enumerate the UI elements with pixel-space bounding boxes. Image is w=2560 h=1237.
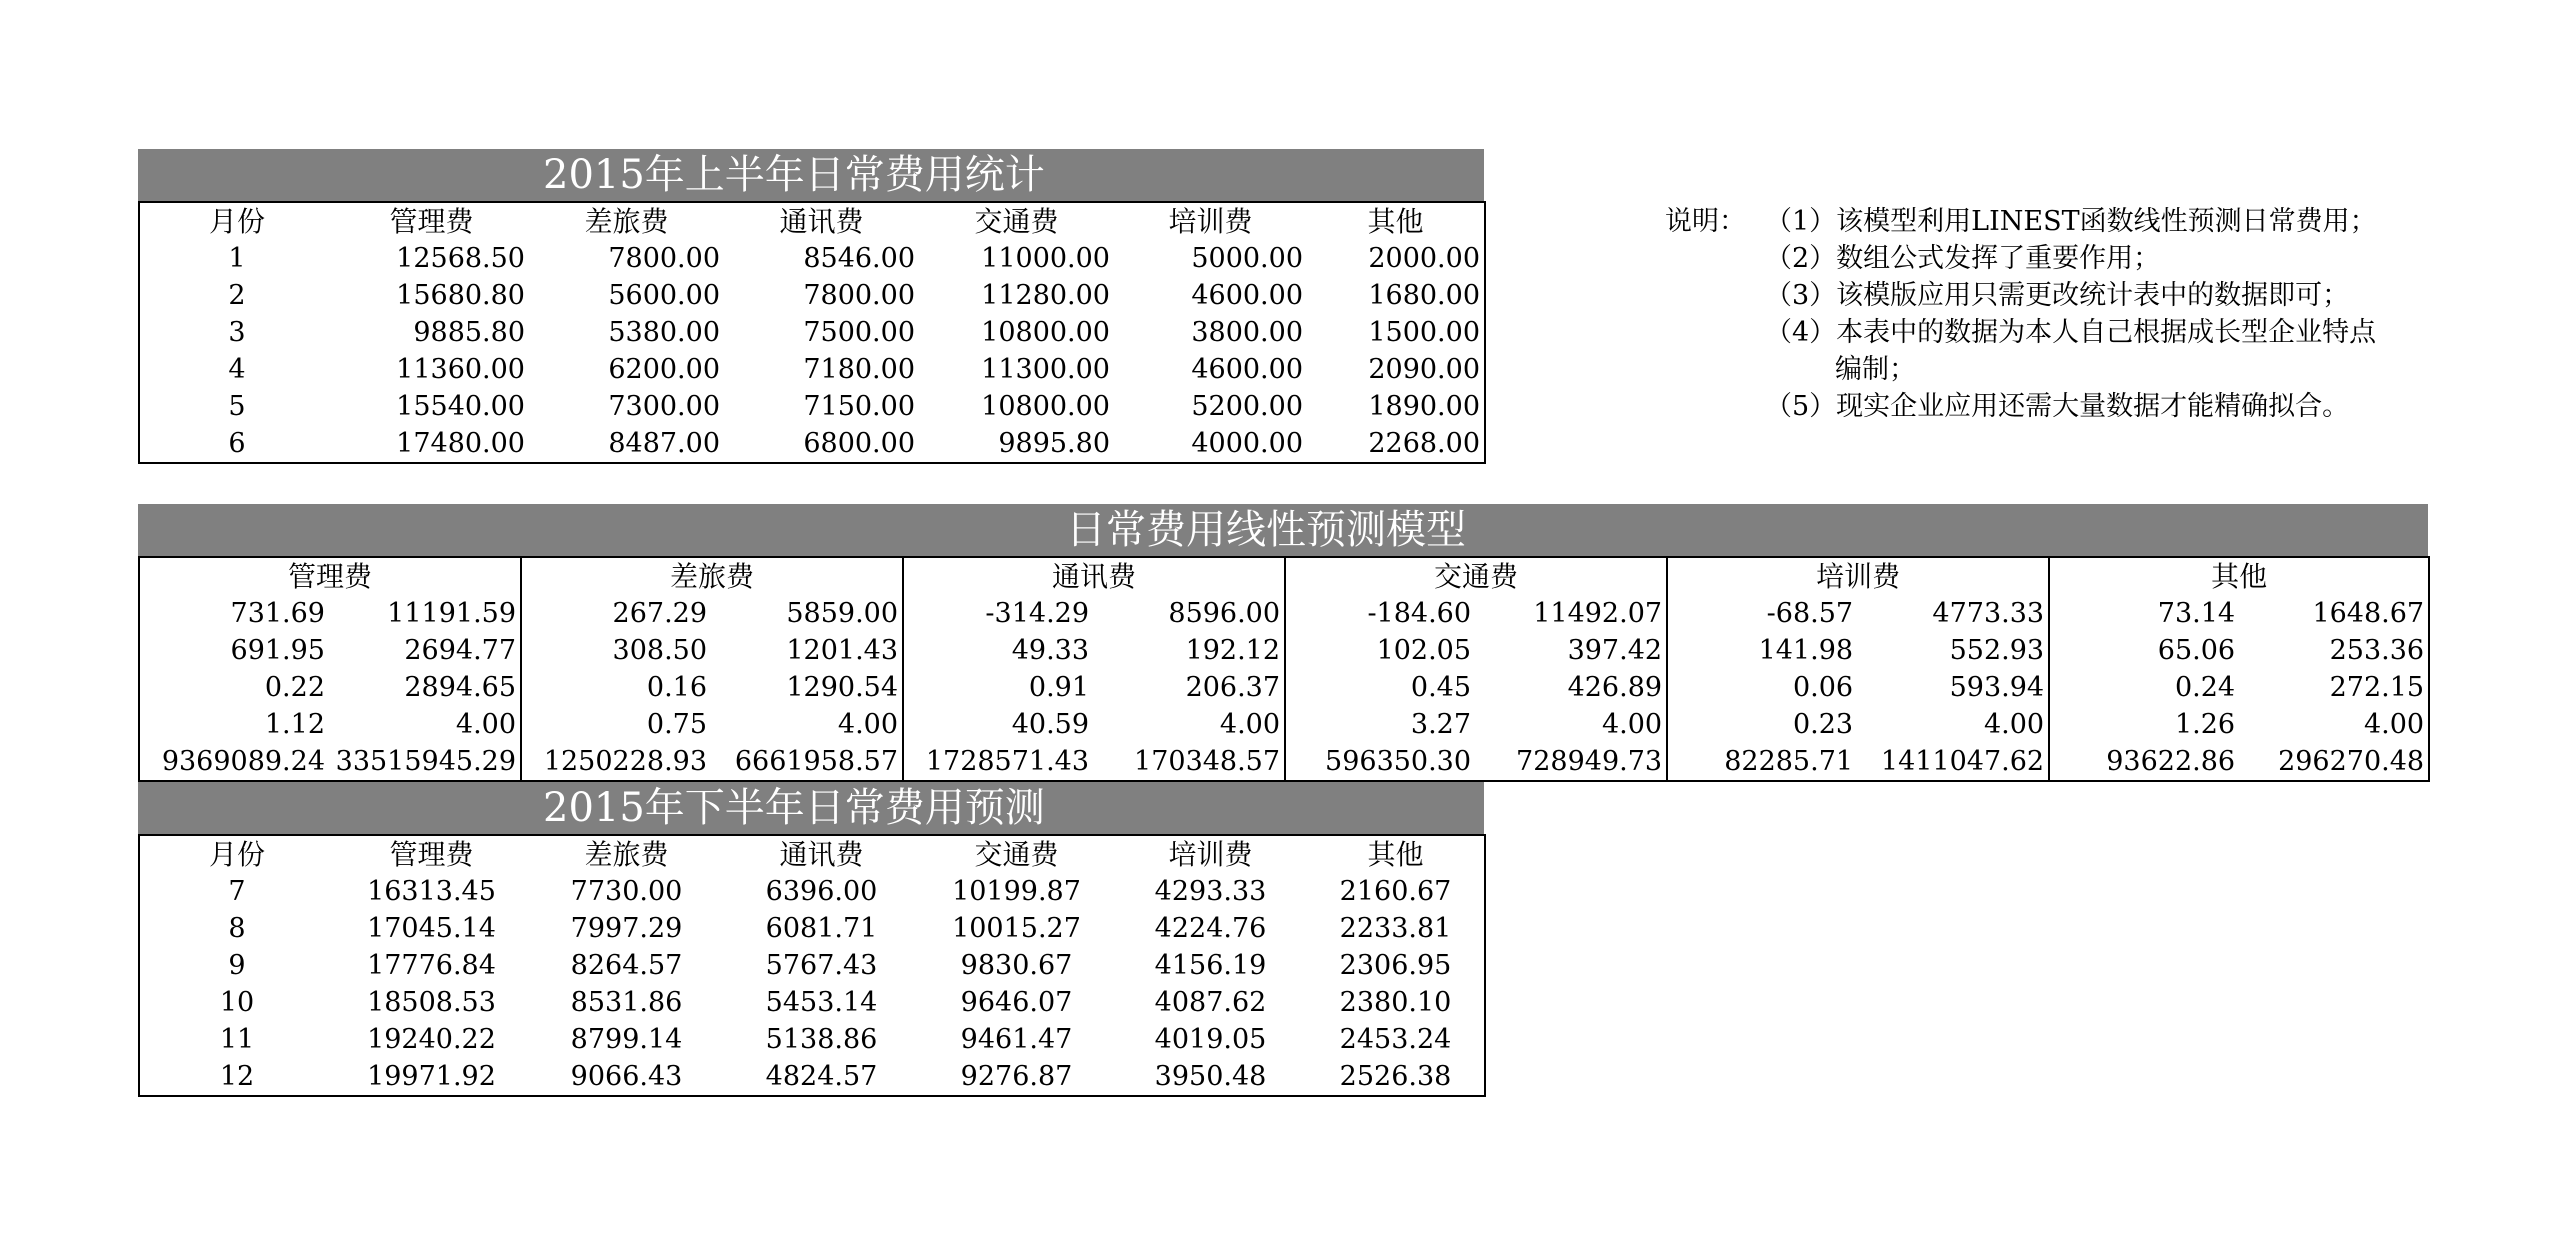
data-cell[interactable]: 5380.00 [608,317,720,348]
data-cell[interactable]: 2160.67 [1339,876,1452,907]
col-header: 差旅费 [584,205,669,238]
data-cell[interactable]: 5600.00 [608,280,720,311]
data-cell[interactable]: 7730.00 [570,876,683,907]
data-cell[interactable]: 7150.00 [803,391,915,422]
data-cell[interactable]: 4.00 [455,709,517,740]
group-header: 培训费 [1667,557,2049,595]
data-cell[interactable]: 9895.80 [998,428,1110,459]
data-cell[interactable]: 15540.00 [396,391,525,422]
table2-title: 日常费用线性预测模型 [1066,507,1466,553]
data-cell[interactable]: 4600.00 [1191,280,1303,311]
data-cell[interactable]: 596350.30 [1285,743,1475,781]
data-cell[interactable]: 10015.27 [952,913,1081,944]
data-cell[interactable]: 15680.80 [396,280,525,311]
data-cell[interactable]: 65.06 [2049,632,2239,669]
data-cell[interactable]: 11492.07 [1533,598,1663,629]
data-cell[interactable]: 552.93 [1949,635,2045,666]
data-cell[interactable]: 9830.67 [960,950,1073,981]
month-cell[interactable]: 7 [228,876,246,907]
data-cell[interactable]: 10800.00 [981,317,1110,348]
group-header: 交通费 [1285,557,1667,595]
group-header: 其他 [2049,557,2429,595]
data-cell[interactable]: 1890.00 [1368,391,1480,422]
data-cell[interactable]: 73.14 [2049,595,2239,632]
data-cell[interactable]: 0.22 [264,672,325,703]
data-cell[interactable]: 11280.00 [981,280,1110,311]
note-item-continuation: 编制； [1835,354,1916,385]
month-cell[interactable]: 9 [228,950,246,981]
table-row [139,595,2429,632]
data-cell[interactable]: 12568.50 [396,243,525,274]
data-cell[interactable]: 3800.00 [1191,317,1303,348]
data-cell[interactable]: 17045.14 [367,913,496,944]
group-header: 通讯费 [903,557,1285,595]
data-cell[interactable]: 9369089.24 [161,746,325,777]
data-cell[interactable]: 6396.00 [765,876,878,907]
data-cell[interactable]: 1.12 [264,709,325,740]
month-cell[interactable]: 3 [228,317,246,348]
col-header: 其他 [1367,205,1424,238]
data-cell[interactable]: 4000.00 [1191,428,1303,459]
data-cell[interactable]: 2000.00 [1368,243,1480,274]
note-item: （5）现实企业应用还需大量数据才能精确拟合。 [1765,391,2350,422]
data-cell[interactable]: 7800.00 [803,280,915,311]
data-cell[interactable]: 19971.92 [367,1061,496,1092]
table1-title: 2015年上半年日常费用统计 [543,152,1045,198]
data-cell[interactable]: 11000.00 [981,243,1110,274]
data-cell[interactable]: 6661958.57 [734,746,899,777]
col-header: 通讯费 [779,205,864,238]
data-cell[interactable]: 731.69 [230,598,325,629]
month-cell[interactable]: 2 [228,280,246,311]
data-cell[interactable]: 397.42 [1567,635,1663,666]
month-cell[interactable]: 8 [228,913,246,944]
data-cell[interactable]: 1201.43 [786,635,899,666]
data-cell[interactable]: 7997.29 [570,913,683,944]
note-item: （3）该模版应用只需更改统计表中的数据即可； [1765,280,2350,311]
data-cell[interactable]: 7300.00 [608,391,720,422]
col-header: 交通费 [974,205,1059,238]
data-cell[interactable]: 8487.00 [608,428,720,459]
data-cell[interactable]: 93622.86 [2049,743,2239,781]
month-cell[interactable]: 12 [219,1061,255,1092]
data-cell[interactable]: 691.95 [230,635,325,666]
col-header: 通讯费 [779,838,864,871]
month-cell[interactable]: 5 [228,391,246,422]
data-cell[interactable]: 6200.00 [608,354,720,385]
table-row [139,984,1485,1021]
data-cell[interactable]: 9276.87 [960,1061,1073,1092]
table3-header-row [139,835,1485,873]
data-cell[interactable]: 8546.00 [803,243,915,274]
data-cell[interactable]: 8264.57 [570,950,683,981]
data-cell[interactable]: 272.15 [2329,672,2425,703]
data-cell[interactable]: 11191.59 [387,598,517,629]
month-cell[interactable]: 11 [219,1024,255,1055]
data-cell[interactable]: 5859.00 [786,598,899,629]
table-row [139,873,1485,910]
data-cell[interactable]: 10800.00 [981,391,1110,422]
data-cell[interactable]: 1680.00 [1368,280,1480,311]
data-cell[interactable]: 5138.86 [765,1024,878,1055]
data-cell[interactable]: 0.75 [521,706,711,743]
data-cell[interactable]: 9885.80 [413,317,525,348]
data-cell[interactable]: 0.91 [903,669,1093,706]
data-cell[interactable]: 4087.62 [1154,987,1267,1018]
data-cell[interactable]: 4224.76 [1154,913,1267,944]
data-cell[interactable]: 6800.00 [803,428,915,459]
data-cell[interactable]: 4600.00 [1191,354,1303,385]
data-cell[interactable]: 4293.33 [1154,876,1267,907]
data-cell[interactable]: 253.36 [2329,635,2425,666]
table-row [139,706,2429,743]
notes-label: 说明： [1665,206,1746,237]
table-row [139,947,1485,984]
data-cell[interactable]: 1411047.62 [1880,746,2045,777]
data-cell[interactable]: -68.57 [1667,595,1857,632]
data-cell[interactable]: 4.00 [1983,709,2045,740]
data-cell[interactable]: 8596.00 [1168,598,1281,629]
col-header: 管理费 [389,205,474,238]
data-cell[interactable]: 192.12 [1185,635,1281,666]
note-item: （1）该模型利用LINEST函数线性预测日常费用； [1765,206,2377,237]
data-cell[interactable]: 1.26 [2049,706,2239,743]
data-cell[interactable]: 141.98 [1667,632,1857,669]
data-cell[interactable]: 170348.57 [1134,746,1281,777]
month-cell[interactable]: 10 [219,987,255,1018]
group-header: 管理费 [288,560,373,593]
data-cell[interactable]: 49.33 [903,632,1093,669]
data-cell[interactable]: 267.29 [521,595,711,632]
data-cell[interactable]: 1290.54 [786,672,899,703]
month-cell[interactable]: 4 [228,354,246,385]
data-cell[interactable]: 16313.45 [367,876,496,907]
data-cell[interactable]: 102.05 [1285,632,1475,669]
data-cell[interactable]: 5200.00 [1191,391,1303,422]
table2-header-row [139,557,2429,595]
data-cell[interactable]: 2233.81 [1339,913,1452,944]
data-cell[interactable]: 4.00 [1601,709,1663,740]
data-cell[interactable]: 8799.14 [570,1024,683,1055]
data-cell[interactable]: 2694.77 [404,635,517,666]
data-cell[interactable]: 10199.87 [952,876,1081,907]
table-row [139,240,1485,277]
data-cell[interactable]: 33515945.29 [335,746,517,777]
data-cell[interactable]: 3950.48 [1154,1061,1267,1092]
data-cell[interactable]: 7500.00 [803,317,915,348]
data-cell[interactable]: 2453.24 [1339,1024,1452,1055]
data-cell[interactable]: 2380.10 [1339,987,1452,1018]
table-row [139,1058,1485,1096]
data-cell[interactable]: 0.16 [521,669,711,706]
col-header: 培训费 [1168,205,1253,238]
table1-title-bar [138,149,1484,201]
data-cell[interactable]: 11300.00 [981,354,1110,385]
table1-grid [138,201,1486,464]
data-cell[interactable]: -314.29 [903,595,1093,632]
col-header: 月份 [208,838,265,871]
data-cell[interactable]: 4156.19 [1154,950,1267,981]
table-row [139,388,1485,425]
table2-grid [138,556,2430,782]
data-cell[interactable]: 4.00 [2363,709,2425,740]
table3-title: 2015年下半年日常费用预测 [543,785,1045,831]
table-row [139,425,1485,463]
month-cell[interactable]: 1 [228,243,246,274]
data-cell[interactable]: -184.60 [1285,595,1475,632]
table-row [139,669,2429,706]
data-cell[interactable]: 17480.00 [396,428,525,459]
data-cell[interactable]: 4.00 [837,709,899,740]
note-item: （4）本表中的数据为本人自己根据成长型企业特点 [1765,317,2377,348]
col-header: 其他 [1367,838,1424,871]
data-cell[interactable]: 82285.71 [1667,743,1857,781]
note-item: （2）数组公式发挥了重要作用； [1765,243,2161,274]
table-row [139,314,1485,351]
data-cell[interactable]: 206.37 [1185,672,1281,703]
data-cell[interactable]: 426.89 [1567,672,1663,703]
table-row [139,632,2429,669]
month-cell[interactable]: 6 [228,428,246,459]
table-row [139,910,1485,947]
table1-header-row [139,202,1485,240]
table-row [139,1021,1485,1058]
data-cell[interactable]: 5000.00 [1191,243,1303,274]
data-cell[interactable]: 19240.22 [367,1024,496,1055]
data-cell[interactable]: 728949.73 [1516,746,1663,777]
data-cell[interactable]: 1728571.43 [903,743,1093,781]
group-header: 差旅费 [521,557,903,595]
data-cell[interactable]: 2090.00 [1368,354,1480,385]
data-cell[interactable]: 308.50 [521,632,711,669]
data-cell[interactable]: 296270.48 [2278,746,2425,777]
data-cell[interactable]: 4.00 [1219,709,1281,740]
data-cell[interactable]: 9461.47 [960,1024,1073,1055]
data-cell[interactable]: 40.59 [903,706,1093,743]
data-cell[interactable]: 2894.65 [404,672,517,703]
data-cell[interactable]: 1648.67 [2312,598,2425,629]
data-cell[interactable]: 7800.00 [608,243,720,274]
table-row [139,351,1485,388]
data-cell[interactable]: 1500.00 [1368,317,1480,348]
table2-title-bar [138,504,2428,556]
col-header: 差旅费 [584,838,669,871]
col-header: 培训费 [1168,838,1253,871]
data-cell[interactable]: 4824.57 [765,1061,878,1092]
data-cell[interactable]: 5453.14 [765,987,878,1018]
table-row [139,743,2429,781]
data-cell[interactable]: 3.27 [1285,706,1475,743]
data-cell[interactable]: 4773.33 [1932,598,2045,629]
data-cell[interactable]: 9066.43 [570,1061,683,1092]
data-cell[interactable]: 0.24 [2049,669,2239,706]
data-cell[interactable]: 2268.00 [1368,428,1480,459]
data-cell[interactable]: 8531.86 [570,987,683,1018]
data-cell[interactable]: 593.94 [1949,672,2045,703]
data-cell[interactable]: 0.23 [1667,706,1857,743]
data-cell[interactable]: 0.45 [1285,669,1475,706]
data-cell[interactable]: 2526.38 [1339,1061,1452,1092]
data-cell[interactable]: 1250228.93 [521,743,711,781]
data-cell[interactable]: 2306.95 [1339,950,1452,981]
data-cell[interactable]: 11360.00 [396,354,525,385]
data-cell[interactable]: 18508.53 [367,987,496,1018]
col-header: 交通费 [974,838,1059,871]
data-cell[interactable]: 4019.05 [1154,1024,1267,1055]
col-header: 月份 [208,205,265,238]
data-cell[interactable]: 17776.84 [367,950,496,981]
data-cell[interactable]: 5767.43 [765,950,878,981]
data-cell[interactable]: 9646.07 [960,987,1073,1018]
data-cell[interactable]: 0.06 [1667,669,1857,706]
table3-title-bar [138,782,1484,834]
table3-grid [138,834,1486,1097]
data-cell[interactable]: 7180.00 [803,354,915,385]
col-header: 管理费 [389,838,474,871]
table-row [139,277,1485,314]
data-cell[interactable]: 6081.71 [765,913,878,944]
